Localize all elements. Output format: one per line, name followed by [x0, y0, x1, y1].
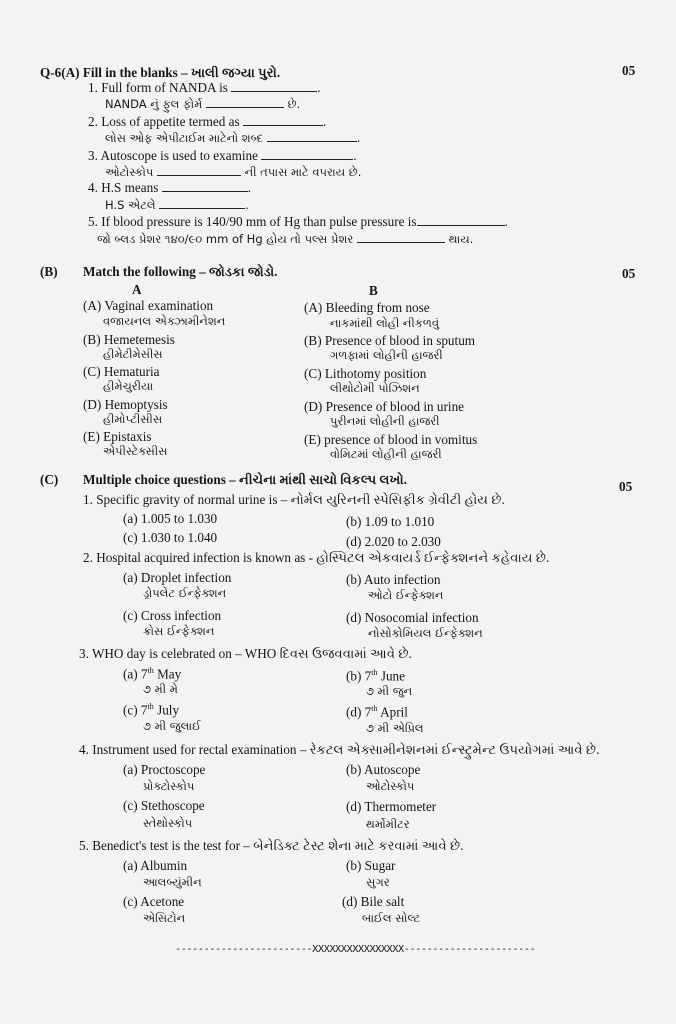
match-a-item-gu: વજાયનલ એક્ઝામીનેશન — [103, 314, 226, 328]
match-a-item: (E) Epistaxis — [83, 429, 152, 444]
mcq-option: (d) 2.020 to 2.030 — [346, 534, 441, 549]
fill-item-4-gu: H.S એટલે . — [105, 198, 249, 212]
mcq-option: (d) Thermometer — [346, 799, 437, 814]
section-c-marks: 05 — [619, 479, 633, 494]
section-b-label: (B) — [40, 264, 58, 279]
mcq-option: (b) 7th June — [346, 668, 405, 684]
end-of-paper-line: ------------------------XXXXXXXXXXXXXXXX----------------------- — [175, 944, 536, 955]
section-c-title: Multiple choice questions – નીચેના માંથી સાચો વિકલ્પ લખો. — [83, 472, 407, 487]
fill-item-1-gu: NANDA નું ફુલ ફોર્મ છે. — [105, 97, 301, 111]
mcq-option: (c) Cross infection — [123, 608, 222, 623]
mcq-option: (a) Droplet infection — [123, 570, 232, 585]
match-b-item-gu: ગળફામાં લોહીની હાજરી — [330, 348, 443, 362]
mcq-option-gu: ૭ મી મે — [143, 682, 178, 696]
mcq-question-5: 5. Benedict's test is the test for – બેનેડિક્ટ ટેસ્ટ શેના માટે કરવામાં આવે છે. — [79, 838, 464, 853]
match-a-item-gu: એપીસ્ટેક્સીસ — [103, 444, 168, 458]
mcq-option: (c) Stethoscope — [123, 798, 205, 813]
match-a-item: (C) Hematuria — [83, 364, 160, 379]
fill-item-4: 4. H.S means . — [88, 180, 251, 195]
mcq-question-4: 4. Instrument used for rectal examination – રેકટલ એક્સામીનેશનમાં ઈન્સ્ટ્રુમેન્ટ ઉપયોગમાં આવે છે. — [79, 742, 600, 757]
mcq-option: (b) Auto infection — [346, 572, 441, 587]
mcq-option-gu: ડ્રોપલેટ ઈન્ફેક્શન — [143, 586, 227, 600]
mcq-option-gu: ૭ મી જુન — [366, 684, 413, 698]
mcq-option: (b) 1.09 to 1.010 — [346, 514, 435, 529]
match-a-item: (A) Vaginal examination — [83, 298, 214, 313]
q6-marks: 05 — [622, 63, 636, 78]
mcq-question-1: 1. Specific gravity of normal urine is – નોર્મલ યુરિનની સ્પેસિફીક ગ્રેવીટી હોય છે. — [83, 492, 505, 507]
mcq-option: (c) 1.030 to 1.040 — [123, 530, 218, 545]
mcq-option: (c) 7th July — [123, 702, 180, 718]
match-b-item: (D) Presence of blood in urine — [304, 399, 465, 414]
section-b-marks: 05 — [622, 266, 636, 281]
section-c-label: (C) — [40, 472, 59, 487]
mcq-option-gu: સ્તેથોસ્કોપ — [143, 816, 193, 830]
mcq-option-gu: ઓટો ઈન્ફેક્શન — [368, 588, 444, 602]
mcq-option: (a) Albumin — [123, 858, 188, 873]
mcq-option-gu: પ્રોક્ટોસ્કોપ — [143, 779, 195, 793]
mcq-option: (a) 1.005 to 1.030 — [123, 511, 218, 526]
match-a-item-gu: હીમોપ્ટીસીસ — [103, 412, 163, 426]
mcq-option: (c) Acetone — [123, 894, 185, 909]
mcq-option: (d) Nosocomial infection — [346, 610, 479, 625]
section-b-title: Match the following – જોડકા જોડો. — [83, 264, 278, 279]
mcq-question-3: 3. WHO day is celebrated on – WHO દિવસ ઉજવવામાં આવે છે. — [79, 646, 412, 661]
fill-item-2: 2. Loss of appetite termed as . — [88, 114, 327, 129]
mcq-option-gu: એસિટોન — [143, 911, 186, 925]
fill-item-5-gu: જો બ્લડ પ્રેશર ૧૪૦/૯૦ mm of Hg હોય તો પલ્સ પ્રેશર થાય. — [97, 232, 474, 246]
mcq-option-gu: સુગર — [366, 875, 390, 889]
mcq-option-gu: આલબ્યુંમીન — [143, 875, 202, 889]
column-b-heading: B — [369, 283, 378, 298]
fill-item-1: 1. Full form of NANDA is . — [88, 80, 321, 95]
match-a-item-gu: હીમેટીમેસીસ — [103, 347, 163, 361]
fill-item-2-gu: લોસ ઓફ એપીટાઈમ માટેનો શબ્દ . — [105, 131, 361, 145]
mcq-option-gu: બાઈલ સોલ્ટ — [362, 911, 421, 925]
mcq-option: (d) 7th April — [346, 704, 408, 720]
mcq-option: (b) Sugar — [346, 858, 396, 873]
match-b-item: (E) presence of blood in vomitus — [304, 432, 478, 447]
mcq-option: (d) Bile salt — [342, 894, 405, 909]
mcq-option-gu: ક્રોસ ઈન્ફેક્શન — [143, 624, 215, 638]
match-b-item: (A) Bleeding from nose — [304, 300, 430, 315]
fill-item-3: 3. Autoscope is used to examine . — [88, 148, 357, 163]
q6-title: Q-6(A) Fill in the blanks – ખાલી જગ્યા પુરો. — [40, 65, 281, 80]
match-b-item-gu: પુરીનમાં લોહીની હાજરી — [330, 414, 440, 428]
mcq-question-2: 2. Hospital acquired infection is known as - હોસ્પિટલ એકવાયર્ડ ઈન્ફેક્શનને કહેવાય છે. — [83, 550, 550, 565]
match-a-item: (B) Hemetemesis — [83, 332, 175, 347]
column-a-heading: A — [132, 282, 142, 297]
mcq-option-gu: થર્મોમીટર — [366, 817, 410, 831]
match-a-item: (D) Hemoptysis — [83, 397, 168, 412]
mcq-option-gu: ૭ મી જુલાઈ — [143, 719, 201, 733]
mcq-option-gu: ઓટોસ્કોપ — [366, 779, 415, 793]
match-b-item-gu: નાકમાંથી લોહી નીકળવું — [330, 316, 440, 330]
fill-item-5: 5. If blood pressure is 140/90 mm of Hg than pulse pressure is . — [88, 214, 508, 229]
mcq-option: (a) Proctoscope — [123, 762, 206, 777]
match-a-item-gu: હીમેચુરીયા — [103, 379, 154, 393]
match-b-item: (C) Lithotomy position — [304, 366, 427, 381]
mcq-option: (a) 7th May — [123, 666, 182, 682]
match-b-item: (B) Presence of blood in sputum — [304, 333, 476, 348]
match-b-item-gu: વોમિટમાં લોહીની હાજરી — [330, 447, 442, 461]
mcq-option: (b) Autoscope — [346, 762, 421, 777]
mcq-option-gu: ૭ મી એપ્રિલ — [366, 721, 424, 735]
fill-item-3-gu: ઓટોસ્કોપ ની તપાસ માટે વપરાય છે. — [105, 165, 362, 179]
mcq-option-gu: નોસોકોમિયલ ઈન્ફેક્શન — [368, 626, 483, 640]
match-b-item-gu: લીથોટોમી પોઝિશન — [330, 381, 420, 395]
